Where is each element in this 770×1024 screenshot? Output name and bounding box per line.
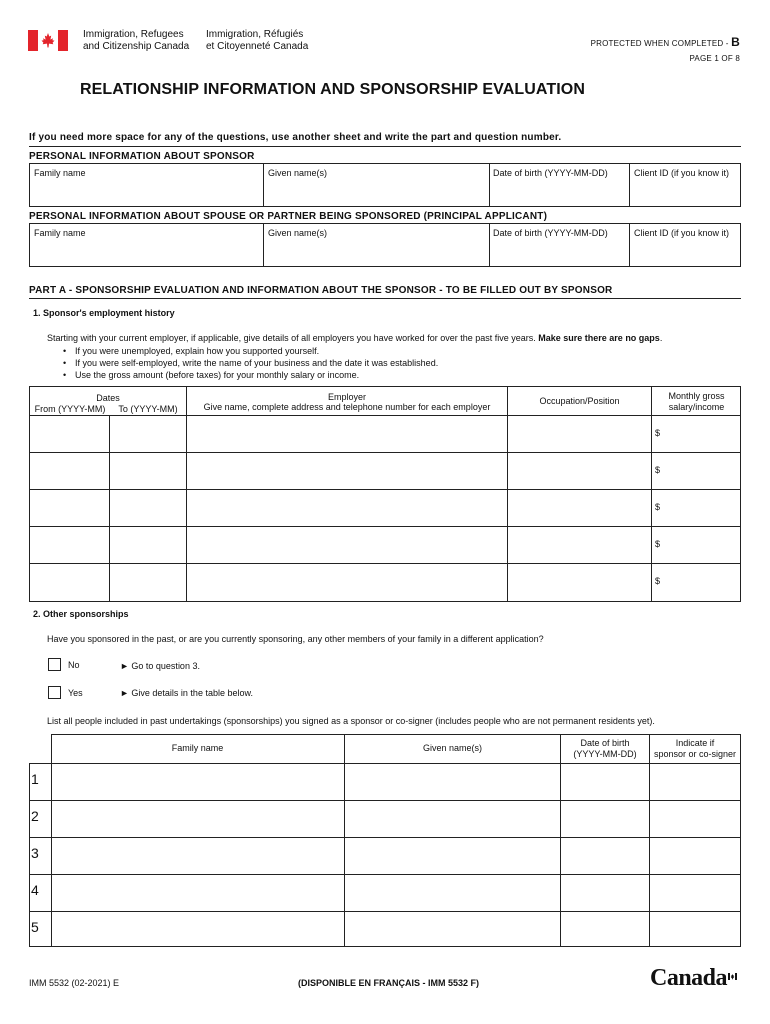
row-number: 2: [31, 808, 39, 824]
currency-symbol: $: [655, 428, 661, 438]
family-name-header: Family name: [171, 743, 224, 753]
divider: [109, 415, 110, 601]
spouse-client-id-input[interactable]: [631, 240, 739, 264]
spouse-dob-label: Date of birth (YYYY-MM-DD): [493, 228, 608, 238]
part-a-heading: PART A - SPONSORSHIP EVALUATION AND INFORMATION ABOUT THE SPONSOR - TO BE FILLED OUT BY SPONSOR: [29, 285, 613, 296]
q2-no-label: No: [68, 660, 80, 670]
q2-yes-checkbox[interactable]: [48, 686, 61, 699]
q2-no-instruction: ► Go to question 3.: [120, 661, 200, 671]
spouse-given-names-input[interactable]: [265, 240, 487, 264]
divider: [29, 837, 741, 838]
divider: [30, 489, 740, 490]
spouse-section-heading: PERSONAL INFORMATION ABOUT SPOUSE OR PARTNER BEING SPONSORED (PRINCIPAL APPLICANT): [29, 211, 548, 222]
department-fr-line2: et Citoyenneté Canada: [206, 41, 309, 52]
sponsor-given-names-label: Given name(s): [268, 168, 328, 178]
divider: [489, 224, 490, 266]
intro-note: If you need more space for any of the questions, use another sheet and write the part and question number.: [29, 132, 562, 143]
sponsor-given-names-input[interactable]: [265, 180, 487, 204]
q2-yes-instruction: ► Give details in the table below.: [120, 688, 253, 698]
row-number: 4: [31, 882, 39, 898]
dates-header: Dates: [96, 393, 120, 403]
department-name-en: [83, 29, 189, 53]
past-sponsorship-given-names-input[interactable]: [346, 765, 559, 799]
divider: [30, 452, 740, 453]
dob-header-line2: (YYYY-MM-DD): [573, 749, 637, 759]
form-code: IMM 5532 (02-2021) E: [29, 978, 120, 988]
divider: [29, 763, 30, 947]
divider: [29, 763, 741, 764]
divider: [560, 734, 561, 947]
sponsor-info-table: [29, 163, 741, 207]
occupation-header: Occupation/Position: [539, 396, 620, 406]
q2-question: Have you sponsored in the past, or are you currently sponsoring, any other members of your family in a different application?: [47, 634, 544, 644]
divider: [629, 224, 630, 266]
department-name-fr: [206, 29, 308, 53]
page-title: RELATIONSHIP INFORMATION AND SPONSORSHIP EVALUATION: [80, 81, 585, 98]
spouse-dob-input[interactable]: [491, 240, 627, 264]
employer-header: Employer: [327, 392, 366, 402]
q1-bullet: • If you were self-employed, write the name of your business and the date it was established.: [61, 357, 438, 369]
to-header: To (YYYY-MM): [118, 404, 178, 414]
dob-header-line1: Date of birth: [580, 738, 630, 748]
sponsor-family-name-input[interactable]: [31, 180, 261, 204]
q2-yes-label: Yes: [68, 688, 83, 698]
divider: [649, 734, 650, 947]
spouse-family-name-label: Family name: [34, 228, 86, 238]
currency-symbol: $: [655, 502, 661, 512]
department-en-line1: Immigration, Refugees: [83, 29, 184, 40]
salary-header-line1: Monthly gross: [668, 391, 725, 401]
divider: [30, 563, 740, 564]
department-en-line2: and Citizenship Canada: [83, 41, 190, 52]
employer-subheader: Give name, complete address and telephone number for each employer: [203, 402, 491, 412]
divider: [29, 146, 741, 147]
indicate-header-line2: sponsor or co-signer: [653, 749, 737, 759]
currency-symbol: $: [655, 576, 661, 586]
divider: [740, 734, 741, 947]
canada-wordmark: Canada: [650, 965, 728, 991]
given-names-header: Given name(s): [422, 743, 483, 753]
divider: [629, 164, 630, 206]
row-number: 5: [31, 919, 39, 935]
divider: [29, 911, 741, 912]
salary-input[interactable]: [653, 417, 739, 451]
employment-from-input[interactable]: [31, 417, 108, 451]
q1-intro: [47, 333, 737, 343]
salary-header-line2: salary/income: [668, 402, 725, 412]
currency-symbol: $: [655, 465, 661, 475]
employment-to-input[interactable]: [111, 417, 185, 451]
occupation-input[interactable]: [509, 417, 650, 451]
q1-intro-text: Starting with your current employer, if applicable, give details of all employers you have worked for over the past five years.: [47, 333, 536, 343]
q2-title: 2. Other sponsorships: [33, 609, 129, 619]
past-sponsorship-dob-input[interactable]: [562, 765, 648, 799]
divider: [29, 874, 741, 875]
q1-bullet: • Use the gross amount (before taxes) for your monthly salary or income.: [61, 369, 438, 381]
q1-intro-bold: Make sure there are no gaps: [538, 333, 660, 343]
employer-input[interactable]: [188, 417, 506, 451]
divider: [29, 800, 741, 801]
protected-status: [591, 35, 740, 49]
past-sponsorship-role-input[interactable]: [651, 765, 739, 799]
protected-level: B: [731, 35, 740, 49]
divider: [263, 224, 264, 266]
spouse-client-id-label: Client ID (if you know it): [634, 228, 730, 238]
divider: [30, 415, 740, 416]
divider: [29, 946, 741, 947]
wordmark-flag-icon: [728, 967, 737, 974]
currency-symbol: $: [655, 539, 661, 549]
sponsor-client-id-input[interactable]: [631, 180, 739, 204]
q1-bullets: [61, 345, 438, 381]
page-number: PAGE 1 OF 8: [689, 54, 740, 63]
department-fr-line1: Immigration, Réfugiés: [206, 29, 304, 40]
sponsor-client-id-label: Client ID (if you know it): [634, 168, 730, 178]
divider: [263, 164, 264, 206]
past-sponsorships-table: [29, 734, 741, 947]
canada-flag-icon: [28, 30, 68, 51]
q1-intro-end: .: [659, 333, 663, 343]
divider: [651, 387, 652, 601]
sponsor-family-name-label: Family name: [34, 168, 86, 178]
indicate-header-line1: Indicate if: [675, 738, 715, 748]
divider: [29, 298, 741, 299]
from-header: From (YYYY-MM): [34, 404, 106, 414]
q1-title: 1. Sponsor's employment history: [33, 308, 175, 318]
spouse-family-name-input[interactable]: [31, 240, 261, 264]
divider: [30, 526, 740, 527]
row-number: 1: [31, 771, 39, 787]
q2-list-note: List all people included in past undertakings (sponsorships) you signed as a sponsor or co-signer (includes people who are not permanent residents yet).: [47, 716, 655, 726]
divider: [507, 387, 508, 601]
sponsor-section-heading: PERSONAL INFORMATION ABOUT SPONSOR: [29, 151, 255, 162]
employment-history-table: [29, 386, 741, 602]
french-availability-note: (DISPONIBLE EN FRANÇAIS - IMM 5532 F): [298, 978, 480, 988]
divider: [51, 734, 741, 735]
divider: [51, 734, 52, 947]
divider: [489, 164, 490, 206]
sponsor-dob-label: Date of birth (YYYY-MM-DD): [493, 168, 608, 178]
past-sponsorship-family-name-input[interactable]: [53, 765, 343, 799]
protected-label: PROTECTED WHEN COMPLETED -: [590, 39, 729, 48]
spouse-given-names-label: Given name(s): [268, 228, 328, 238]
q2-no-checkbox[interactable]: [48, 658, 61, 671]
sponsor-dob-input[interactable]: [491, 180, 627, 204]
q1-bullet: • If you were unemployed, explain how you supported yourself.: [61, 345, 438, 357]
divider: [344, 734, 345, 947]
spouse-info-table: [29, 223, 741, 267]
divider: [186, 387, 187, 601]
row-number: 3: [31, 845, 39, 861]
